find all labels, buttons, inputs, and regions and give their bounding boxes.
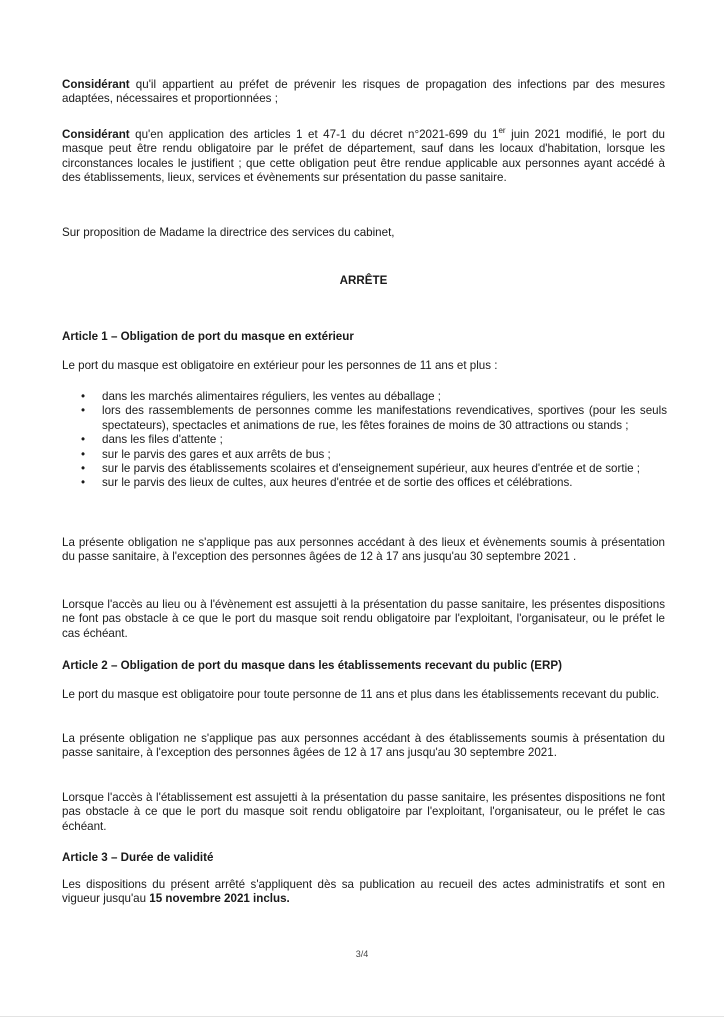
article-2-paragraph-1 (62, 688, 665, 702)
proposition-text: Sur proposition de Madame la directrice des services du cabinet, (62, 226, 395, 239)
considerant-paragraph-2 (62, 128, 665, 186)
considerant-text: qu'il appartient au préfet de prévenir les risques de propagation des infections par des mesures adaptées, nécessaires et proportionnées ; (62, 78, 665, 106)
article-1-list (78, 390, 667, 491)
article-title: Article 2 – Obligation de port du masque dans les établissements recevant du public (ERP) (62, 659, 562, 672)
list-item: • dans les marchés alimentaires réguliers, les ventes au déballage ; (78, 390, 667, 404)
arrete-heading (62, 274, 665, 288)
article-title: Article 1 – Obligation de port du masque en extérieur (62, 330, 354, 343)
superscript: er (498, 126, 506, 136)
article-text: La présente obligation ne s'applique pas aux personnes accédant à des établissements soumis à présentation du passe sanitaire, à l'exception des personnes âgées de 12 à 17 ans jusqu'au 30 septembre 2021. (62, 732, 665, 760)
article-3-paragraph (62, 878, 665, 907)
arrete-title: ARRÊTE (339, 274, 388, 287)
article-text: Le port du masque est obligatoire en extérieur pour les personnes de 11 ans et plus : (62, 359, 498, 372)
page-number: 3/4 (355, 949, 369, 959)
list-item: • sur le parvis des lieux de cultes, aux heures d'entrée et de sortie des offices et célébrations. (78, 476, 667, 490)
considerant-lead: Considérant (62, 128, 130, 141)
considerant-paragraph-1 (62, 78, 665, 107)
considerant-lead: Considérant (62, 78, 130, 91)
scan-edge-line (0, 1016, 724, 1017)
considerant-text: qu'en application des articles 1 et 47-1 du décret n°2021-699 du 1 (129, 128, 499, 141)
article-2-title (62, 659, 665, 673)
article-3-title (62, 851, 665, 865)
article-1-title (62, 330, 665, 344)
list-item: • sur le parvis des gares et aux arrêts de bus ; (78, 448, 667, 462)
article-2-paragraph-3 (62, 791, 665, 834)
list-item: • sur le parvis des établissements scolaires et d'enseignement supérieur, aux heures d'entrée et de sortie ; (78, 462, 667, 476)
article-text-bold: 15 novembre 2021 inclus. (149, 892, 290, 906)
considerant-text: juin 2021 modifié, le port du masque peut être rendu obligatoire par le préfet de département, sauf dans les locaux d'habitation, lorsque les circonstances locales le justifient ; que cette obligation peut être rendue applicable aux personnes ayant accédé à des établissements, lieux, services et évènements sur présentation du passe sanitaire. (62, 128, 665, 185)
article-text: Lorsque l'accès à l'établissement est assujetti à la présentation du passe sanitaire, les présentes dispositions ne font pas obstacle à ce que le port du masque soit rendu obligatoire par l'exploitant, l'organisateur, ou le préfet le cas échéant. (62, 791, 665, 833)
proposition-paragraph (62, 226, 665, 240)
list-item: • lors des rassemblements de personnes comme les manifestations revendicatives, sportives (pour les seuls spectateurs), spectacles et animations de rue, les fêtes foraines de moins de 30 attractions ou stands ; (78, 404, 667, 433)
list-item: • dans les files d'attente ; (78, 433, 667, 447)
article-1-paragraph-1 (62, 536, 665, 565)
article-title: Article 3 – Durée de validité (62, 851, 214, 864)
article-1-paragraph-2 (62, 598, 665, 641)
article-text: Le port du masque est obligatoire pour toute personne de 11 ans et plus dans les établissements recevant du public. (62, 688, 660, 701)
article-text: Les dispositions du présent arrêté s'appliquent dès sa publication au recueil des actes administratifs et sont en vigueur jusqu'au (62, 878, 665, 906)
article-text: La présente obligation ne s'applique pas aux personnes accédant à des lieux et évènements soumis à présentation du passe sanitaire, à l'exception des personnes âgées de 12 à 17 ans jusqu'au 30 septembre 2021 . (62, 536, 665, 564)
article-2-paragraph-2 (62, 732, 665, 761)
article-1-intro (62, 359, 665, 373)
article-text: Lorsque l'accès au lieu ou à l'évènement est assujetti à la présentation du passe sanitaire, les présentes dispositions ne font pas obstacle à ce que le port du masque soit rendu obligatoire par l'exploitant, l'organisateur, ou le préfet le cas échéant. (62, 598, 665, 640)
